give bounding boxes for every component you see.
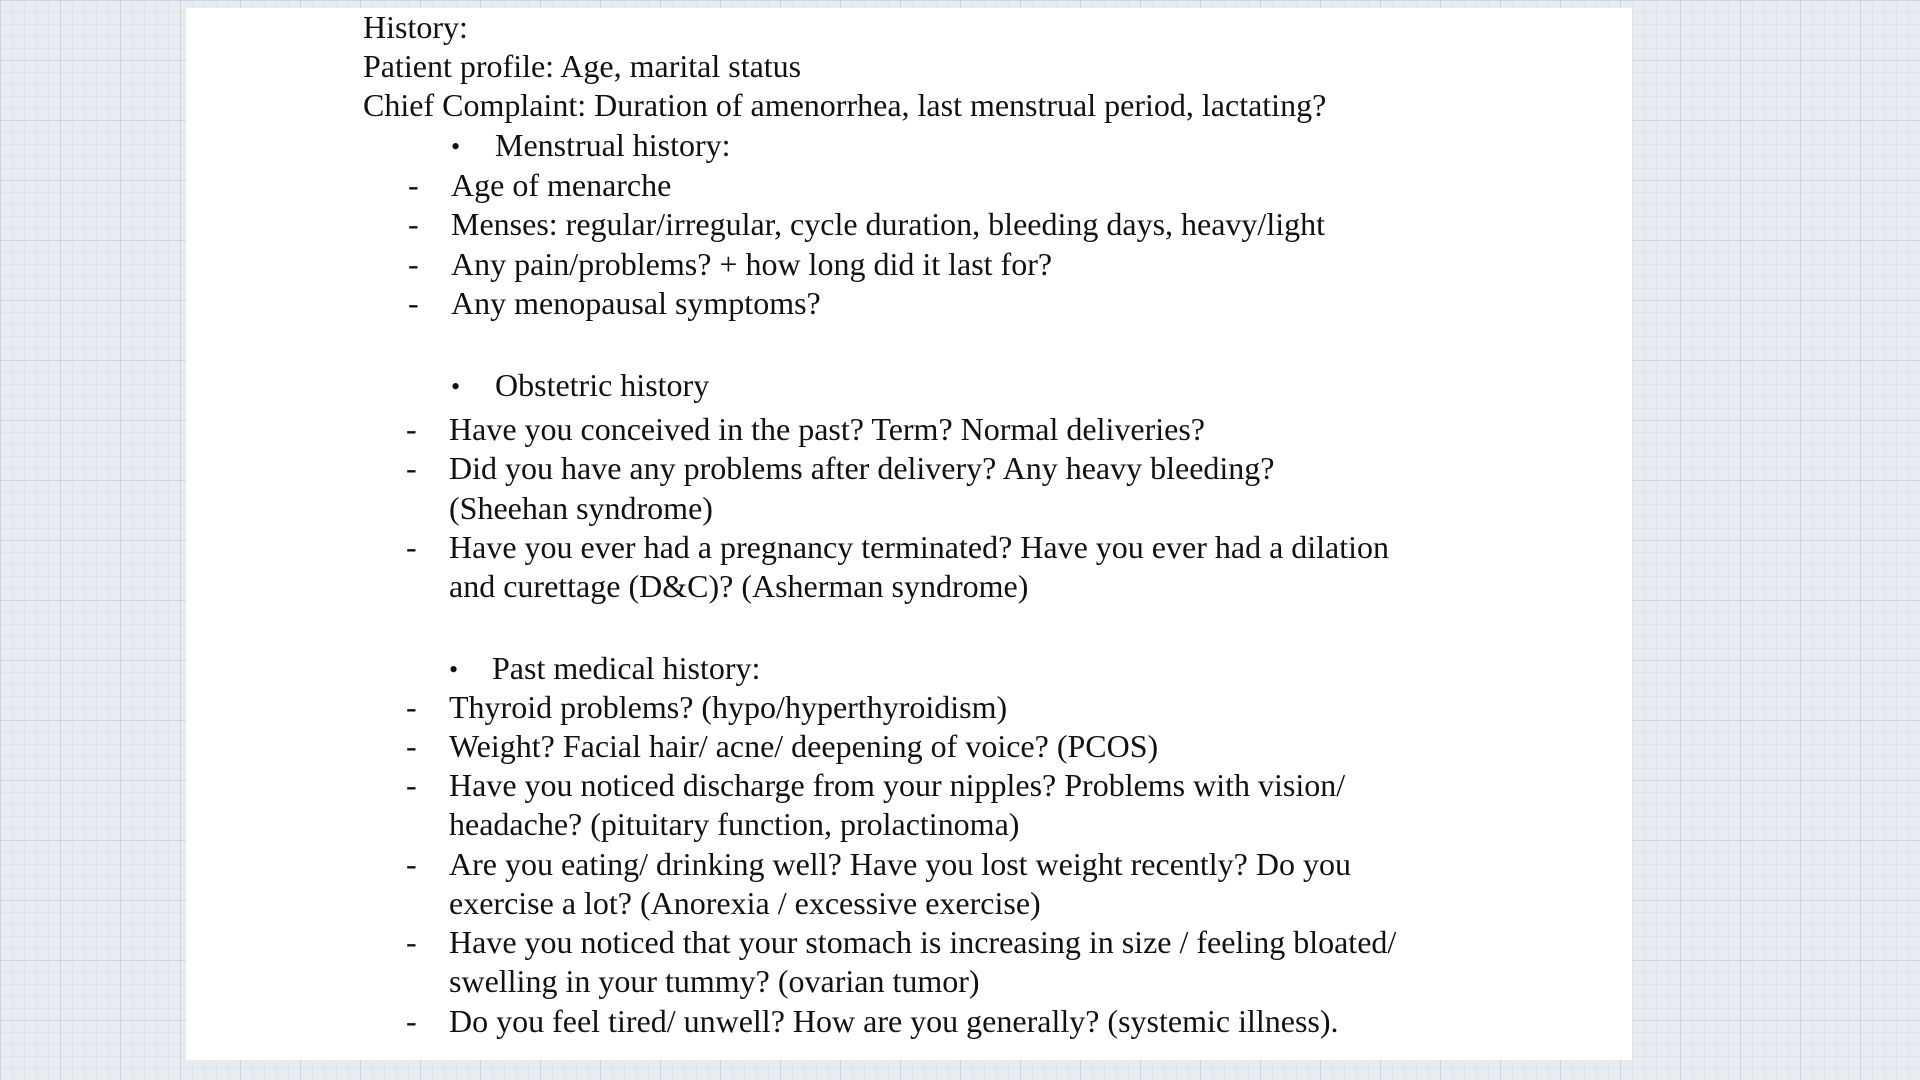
dash-marker: - (406, 450, 417, 486)
dash-marker: - (408, 167, 419, 203)
dash-marker: - (406, 1003, 417, 1039)
list-item: Any pain/problems? + how long did it last for? (451, 246, 1053, 282)
bullet-icon: • (451, 372, 461, 401)
list-item: Weight? Facial hair/ acne/ deepening of voice? (PCOS) (449, 728, 1159, 764)
list-item: Have you ever had a pregnancy terminated? Have you ever had a dilation (449, 529, 1390, 565)
list-item: Thyroid problems? (hypo/hyperthyroidism) (449, 689, 1008, 725)
chief-complaint-line: Chief Complaint: Duration of amenorrhea, last menstrual period, lactating? (363, 87, 1327, 123)
bullet-icon: • (449, 655, 459, 684)
dash-marker: - (406, 924, 417, 960)
list-item: Menses: regular/irregular, cycle duration, bleeding days, heavy/light (451, 206, 1325, 242)
list-item: Have you noticed discharge from your nipples? Problems with vision/ (449, 767, 1346, 803)
dash-marker: - (406, 846, 417, 882)
dash-marker: - (406, 767, 417, 803)
bullet-icon: • (451, 132, 461, 161)
list-item-continuation: exercise a lot? (Anorexia / excessive exercise) (449, 885, 1041, 921)
list-item: Are you eating/ drinking well? Have you lost weight recently? Do you (449, 846, 1351, 882)
list-item: Have you conceived in the past? Term? Normal deliveries? (449, 411, 1205, 447)
list-item: Any menopausal symptoms? (451, 285, 821, 321)
list-item: Did you have any problems after delivery? Any heavy bleeding? (449, 450, 1275, 486)
dash-marker: - (406, 728, 417, 764)
slide-page (186, 8, 1632, 1060)
dash-marker: - (408, 206, 419, 242)
history-title: History: (363, 9, 468, 45)
list-item-continuation: headache? (pituitary function, prolactinoma) (449, 806, 1020, 842)
dash-marker: - (408, 285, 419, 321)
list-item: Have you noticed that your stomach is increasing in size / feeling bloated/ (449, 924, 1397, 960)
dash-marker: - (408, 246, 419, 282)
dash-marker: - (406, 411, 417, 447)
past-medical-history-heading: Past medical history: (492, 650, 761, 686)
list-item: Age of menarche (451, 167, 672, 203)
list-item-continuation: swelling in your tummy? (ovarian tumor) (449, 963, 980, 999)
patient-profile-line: Patient profile: Age, marital status (363, 48, 802, 84)
list-item-continuation: and curettage (D&C)? (Asherman syndrome) (449, 568, 1029, 604)
dash-marker: - (406, 689, 417, 725)
obstetric-history-heading: Obstetric history (495, 367, 710, 403)
list-item: Do you feel tired/ unwell? How are you generally? (systemic illness). (449, 1003, 1339, 1039)
list-item-continuation: (Sheehan syndrome) (449, 490, 713, 526)
dash-marker: - (406, 529, 417, 565)
menstrual-history-heading: Menstrual history: (495, 127, 731, 163)
